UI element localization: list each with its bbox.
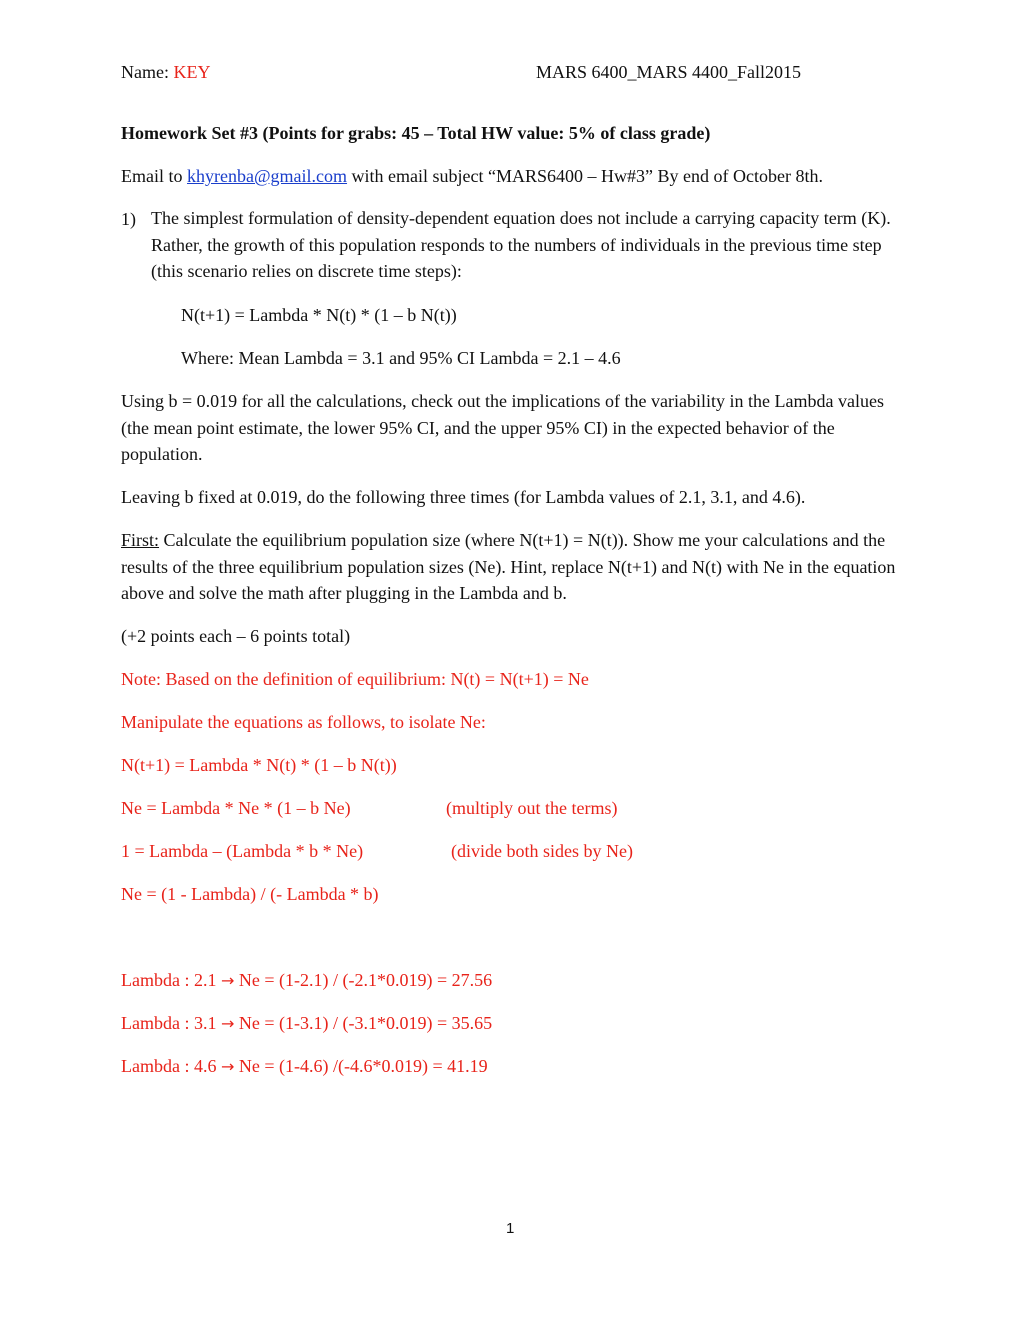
- header-course: MARS 6400_MARS 4400_Fall2015: [536, 62, 802, 82]
- result-lambda: Lambda : 4.6: [121, 1056, 221, 1076]
- question-text: The simplest formulation of density-dependent equation does not include a carrying capacity term (K). Rather, the growth of this population responds to the numbers of individuals in the previous time step (this scenario relies on discrete time steps):: [151, 208, 891, 281]
- lambda-definition: Where: Mean Lambda = 3.1 and 95% CI Lambda = 2.1 – 4.6: [181, 348, 621, 368]
- email-line: [121, 166, 823, 187]
- first-task: [121, 527, 911, 607]
- points-note: (+2 points each – 6 points total): [121, 626, 351, 646]
- answer-eq2: Ne = Lambda * Ne * (1 – b Ne): [121, 798, 351, 818]
- answer-manipulate: Manipulate the equations as follows, to isolate Ne:: [121, 712, 486, 732]
- result-calc: Ne = (1-3.1) / (-3.1*0.019) = 35.65: [234, 1013, 493, 1033]
- email-link[interactable]: khyrenba@gmail.com: [187, 166, 348, 186]
- answer-eq4: Ne = (1 - Lambda) / (- Lambda * b): [121, 884, 379, 904]
- right-arrow-icon: →: [220, 1014, 235, 1033]
- first-text: Calculate the equilibrium population size (where N(t+1) = N(t)). Show me your calculations and the results of the three equilibrium population sizes (Ne). Hint, replace N(t+1) and N(t) with Ne in the equation above and solve the math after plugging in the Lambda and b.: [121, 530, 896, 603]
- result-lambda: Lambda : 2.1: [121, 970, 221, 990]
- homework-title: Homework Set #3 (Points for grabs: 45 – Total HW value: 5% of class grade): [121, 123, 711, 143]
- email-suffix: with email subject “MARS6400 – Hw#3” By end of October 8th.: [347, 166, 823, 186]
- name-value: KEY: [173, 62, 211, 82]
- result-calc: Ne = (1-4.6) /(-4.6*0.019) = 41.19: [234, 1056, 488, 1076]
- email-prefix: Email to: [121, 166, 187, 186]
- page-number: 1: [506, 1220, 515, 1237]
- answer-note: Note: Based on the definition of equilibrium: N(t) = N(t+1) = Ne: [121, 669, 589, 689]
- first-label: First:: [121, 530, 160, 550]
- result-row: [121, 970, 492, 991]
- density-equation: N(t+1) = Lambda * N(t) * (1 – b N(t)): [181, 305, 457, 325]
- header-name: [121, 62, 210, 83]
- result-row: [121, 1056, 488, 1077]
- right-arrow-icon: →: [220, 971, 235, 990]
- name-label: Name:: [121, 62, 174, 82]
- question-number: 1): [121, 209, 136, 229]
- instructions-b: Using b = 0.019 for all the calculations, check out the implications of the variability in the Lambda values (the mean point estimate, the lower 95% CI, and the upper 95% CI) in the expected behavior of the population.: [121, 391, 884, 464]
- answer-eq1: N(t+1) = Lambda * N(t) * (1 – b N(t)): [121, 755, 397, 775]
- answer-eq3-comment: (divide both sides by Ne): [451, 841, 633, 861]
- right-arrow-icon: →: [220, 1057, 235, 1076]
- answer-eq3: 1 = Lambda – (Lambda * b * Ne): [121, 841, 364, 861]
- instructions-leaving: Leaving b fixed at 0.019, do the following three times (for Lambda values of 2.1, 3.1, and 4.6).: [121, 487, 806, 507]
- result-calc: Ne = (1-2.1) / (-2.1*0.019) = 27.56: [234, 970, 493, 990]
- answer-eq2-comment: (multiply out the terms): [446, 798, 618, 818]
- result-lambda: Lambda : 3.1: [121, 1013, 221, 1033]
- result-row: [121, 1013, 492, 1034]
